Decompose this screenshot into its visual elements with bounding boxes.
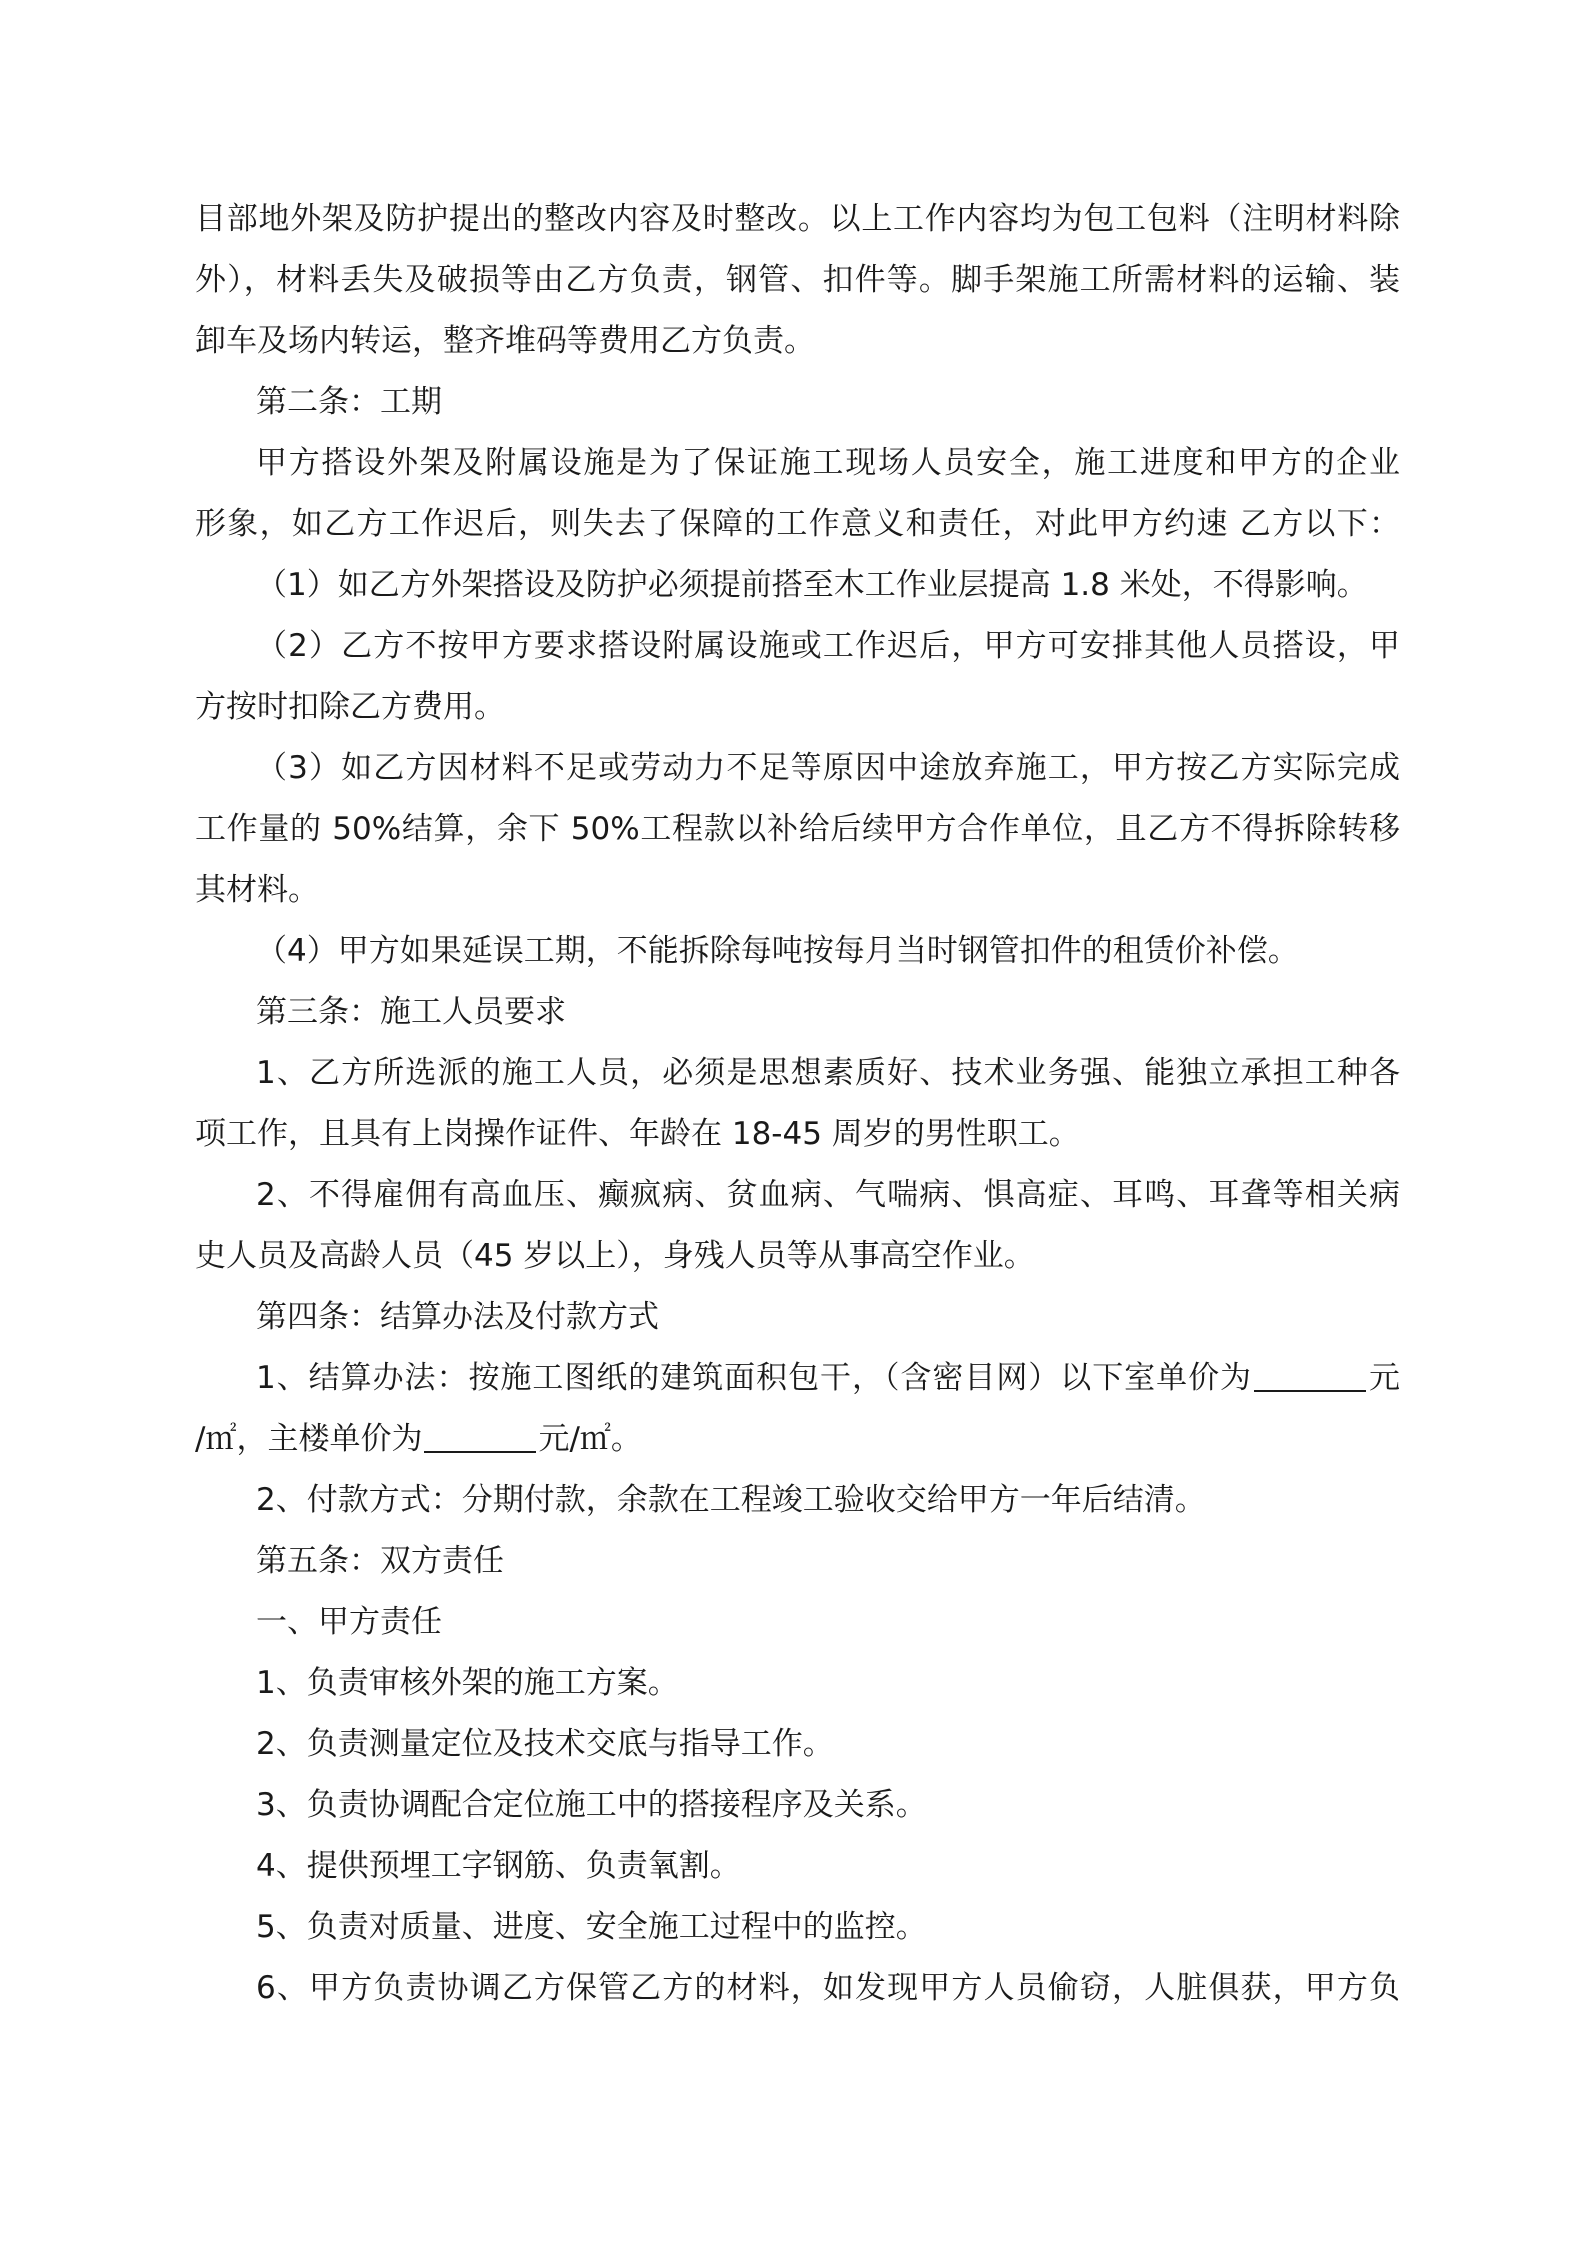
paragraph-line: 外），材料丢失及破损等由乙方负责，钢管、扣件等。脚手架施工所需材料的运输、装 xyxy=(195,262,1400,298)
list-item: 3、负责协调配合定位施工中的搭接程序及关系。 xyxy=(256,1787,927,1823)
paragraph-line: 其材料。 xyxy=(195,872,319,908)
section-heading: 第四条：结算办法及付款方式 xyxy=(256,1299,659,1335)
paragraph-line: 方按时扣除乙方费用。 xyxy=(195,689,505,725)
paragraph-line: 项工作，且具有上岗操作证件、年龄在 18-45 周岁的男性职工。 xyxy=(195,1116,1080,1152)
list-item: 2、负责测量定位及技术交底与指导工作。 xyxy=(256,1726,834,1762)
list-item: （3）如乙方因材料不足或劳动力不足等原因中途放弃施工，甲方按乙方实际完成 xyxy=(256,750,1400,786)
list-item: 5、负责对质量、进度、安全施工过程中的监控。 xyxy=(256,1909,927,1945)
list-item: 2、不得雇佣有高血压、癫疯病、贫血病、气喘病、惧高症、耳鸣、耳聋等相关病 xyxy=(256,1177,1400,1213)
list-item: 4、提供预埋工字钢筋、负责氧割。 xyxy=(256,1848,741,1884)
paragraph-line: 卸车及场内转运，整齐堆码等费用乙方负责。 xyxy=(195,323,815,359)
unit-text: 元 xyxy=(1368,1360,1400,1396)
paragraph-line: 目部地外架及防护提出的整改内容及时整改。以上工作内容均为包工包料（注明材料除 xyxy=(195,201,1400,237)
list-item: 6、甲方负责协调乙方保管乙方的材料，如发现甲方人员偷窃，人脏俱获，甲方负 xyxy=(256,1970,1400,2006)
paragraph-line: 形象，如乙方工作迟后，则失去了保障的工作意义和责任，对此甲方约速 乙方以下： xyxy=(195,506,1400,542)
list-item: （2）乙方不按甲方要求搭设附属设施或工作迟后，甲方可安排其他人员搭设，甲 xyxy=(256,628,1400,664)
settlement-line xyxy=(195,1409,1400,1470)
list-item: 1、负责审核外架的施工方案。 xyxy=(256,1665,679,1701)
list-item: 2、付款方式：分期付款，余款在工程竣工验收交给甲方一年后结清。 xyxy=(256,1482,1206,1518)
paragraph-line: 工作量的 50%结算，余下 50%工程款以补给后续甲方合作单位，且乙方不得拆除转移 xyxy=(195,811,1400,847)
section-heading: 第三条：施工人员要求 xyxy=(256,994,566,1030)
list-item: 1、乙方所选派的施工人员，必须是思想素质好、技术业务强、能独立承担工种各 xyxy=(256,1055,1400,1091)
list-item: （1）如乙方外架搭设及防护必须提前搭至木工作业层提高 1.8 米处，不得影响。 xyxy=(256,567,1368,603)
settlement-text: /㎡，主楼单价为 xyxy=(195,1421,423,1457)
main-building-price-blank[interactable] xyxy=(424,1421,536,1453)
basement-price-blank[interactable] xyxy=(1254,1360,1366,1392)
paragraph-line: 甲方搭设外架及附属设施是为了保证施工现场人员安全，施工进度和甲方的企业 xyxy=(256,445,1400,481)
subsection-heading: 一、甲方责任 xyxy=(256,1604,442,1640)
document-page xyxy=(195,189,1400,2019)
unit-text: 元/㎡。 xyxy=(538,1421,642,1457)
list-item: （4）甲方如果延误工期，不能拆除每吨按每月当时钢管扣件的租赁价补偿。 xyxy=(256,933,1299,969)
paragraph-line: 史人员及高龄人员（45 岁以上），身残人员等从事高空作业。 xyxy=(195,1238,1035,1274)
settlement-text: 1、结算办法：按施工图纸的建筑面积包干，（含密目网）以下室单价为 xyxy=(256,1360,1253,1396)
settlement-line xyxy=(195,1348,1400,1409)
section-heading: 第二条：工期 xyxy=(256,384,442,420)
section-heading: 第五条：双方责任 xyxy=(256,1543,504,1579)
